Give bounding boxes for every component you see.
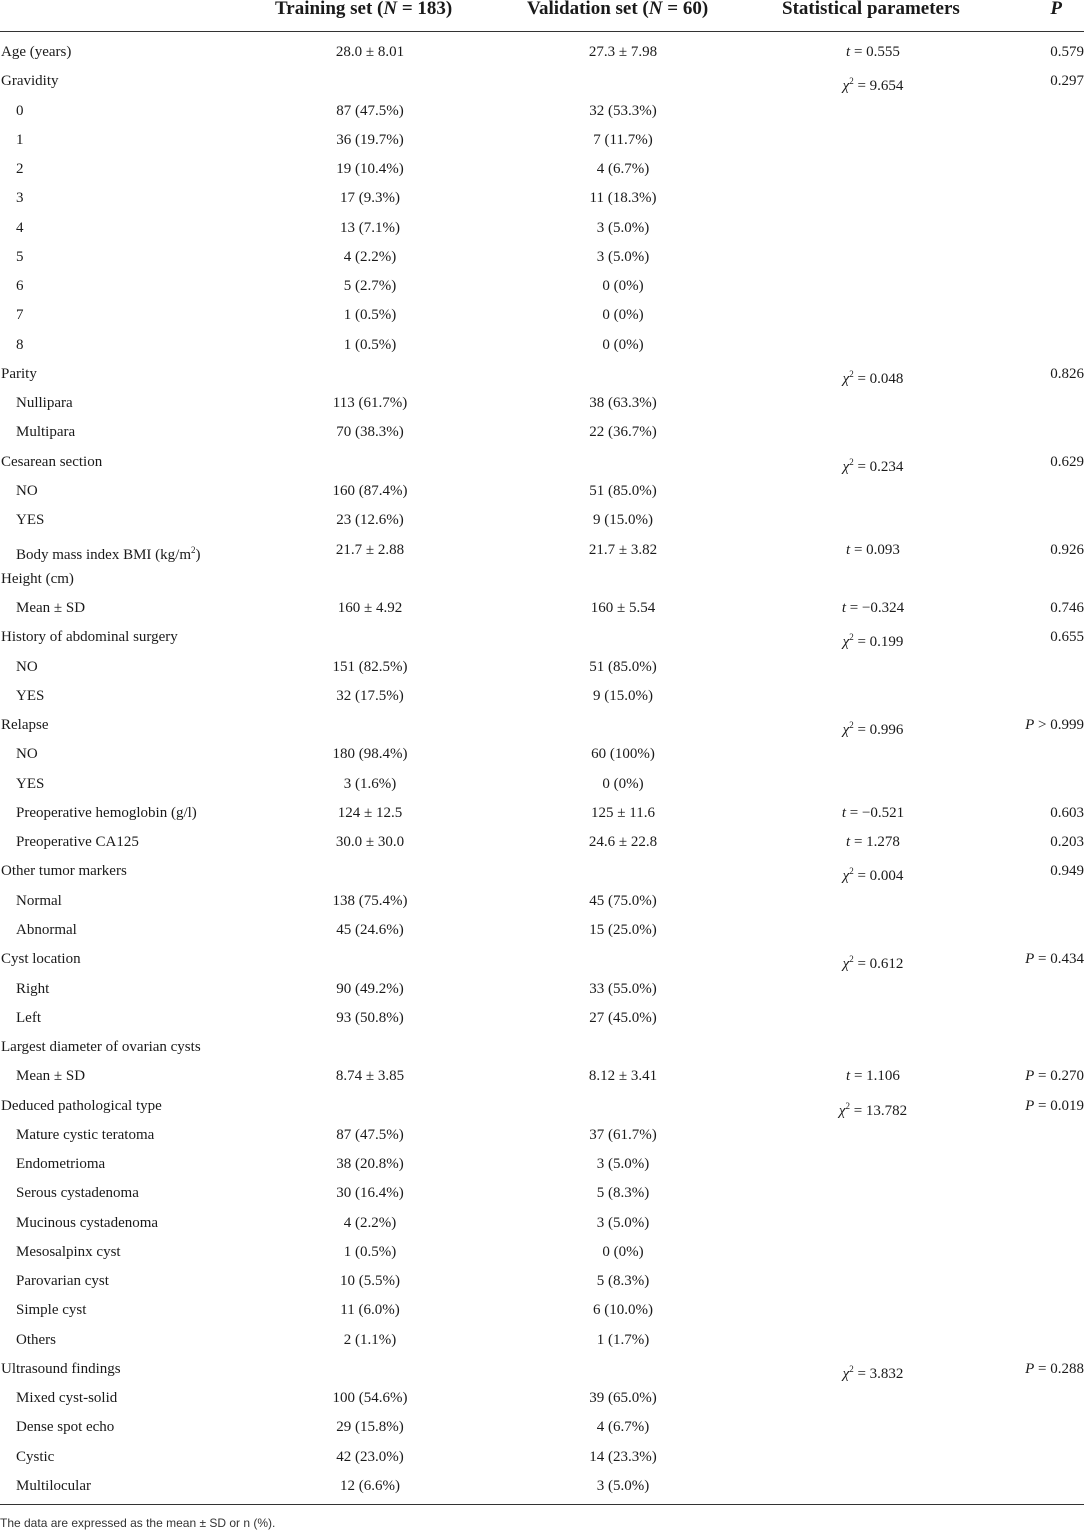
table-row (0, 477, 1084, 506)
table-row (0, 536, 1084, 565)
cell-validation: 27.3 ± 7.98 (588, 44, 658, 60)
cell-p-value: 0.203 (1050, 834, 1084, 851)
cell-validation: 0 (0%) (602, 1243, 644, 1260)
cell-training: 93 (50.8%) (336, 1009, 404, 1026)
cell-statistic: t = 0.555 (846, 44, 900, 60)
row-label: Deduced pathological type (1, 1097, 162, 1114)
cell-training: 19 (10.4%) (336, 161, 404, 178)
row-label: Right (16, 980, 50, 997)
table-row (0, 360, 1084, 389)
table-row (0, 1296, 1084, 1325)
cell-training: 160 (87.4%) (332, 482, 408, 499)
row-label: Endometrioma (16, 1156, 106, 1173)
cell-training: 113 (61.7%) (332, 395, 408, 412)
row-label: Left (16, 1009, 41, 1026)
cell-training: 151 (82.5%) (332, 658, 408, 675)
cell-statistic: $\chi^2 = 0.996$ (842, 720, 904, 739)
table-row (0, 1033, 1084, 1062)
cell-training: 29 (15.8%) (336, 1419, 404, 1436)
table-row (0, 1384, 1084, 1413)
cell-validation: 33 (55.0%) (589, 980, 657, 997)
cell-statistic: t = −0.324 (841, 600, 905, 617)
cell-training: 100 (54.6%) (332, 1390, 408, 1407)
row-label: Mean ± SD (16, 600, 86, 617)
cell-training: 138 (75.4%) (332, 892, 408, 909)
row-label: Simple cyst (16, 1302, 87, 1319)
cell-validation: 51 (85.0%) (589, 482, 657, 499)
row-label: Cystic (16, 1448, 55, 1465)
cell-validation: 14 (23.3%) (589, 1448, 657, 1465)
cell-statistic: $\chi^2 = 0.234$ (842, 456, 904, 475)
row-label: Cyst location (1, 951, 81, 968)
table-row (0, 97, 1084, 126)
cell-training: 87 (47.5%) (336, 102, 404, 119)
table-row (0, 565, 1084, 594)
cell-training: 11 (6.0%) (340, 1302, 400, 1319)
cell-training: 21.7 ± 2.88 (335, 541, 405, 558)
row-label: Normal (16, 892, 62, 909)
cell-validation: 0 (0%) (602, 307, 644, 324)
row-label: NO (16, 746, 38, 763)
cell-p-value: P = 0.288 (1025, 1360, 1084, 1377)
row-label: Largest diameter of ovarian cysts (1, 1039, 201, 1056)
cell-validation: 32 (53.3%) (589, 102, 657, 119)
table-row (0, 1209, 1084, 1238)
cell-p-value: 0.655 (1050, 629, 1084, 646)
row-label: Gravidity (1, 73, 59, 90)
top-rule (0, 31, 1084, 32)
cell-validation: 0 (0%) (602, 278, 644, 295)
cell-p-value: 0.297 (1050, 73, 1084, 90)
cell-p-value: 0.579 (1050, 44, 1084, 60)
table-row (0, 1062, 1084, 1091)
table-row (0, 1004, 1084, 1033)
table-row (0, 975, 1084, 1004)
cell-validation: 15 (25.0%) (589, 921, 657, 938)
row-label: 0 (16, 102, 24, 119)
cell-training: 8.74 ± 3.85 (335, 1068, 405, 1085)
table-row (0, 711, 1084, 740)
cell-training: 17 (9.3%) (340, 190, 400, 207)
table-row (0, 1413, 1084, 1442)
cell-p-value: 0.603 (1050, 804, 1084, 821)
cell-validation: 3 (5.0%) (596, 248, 650, 265)
table-row (0, 623, 1084, 652)
table-row (0, 1267, 1084, 1296)
table-row (0, 916, 1084, 945)
cell-training: 90 (49.2%) (336, 980, 404, 997)
table-row (0, 67, 1084, 96)
cell-training: 10 (5.5%) (340, 1273, 400, 1290)
table-row (0, 1472, 1084, 1501)
row-label: 1 (16, 131, 24, 148)
row-label: Mature cystic teratoma (16, 1126, 155, 1143)
header-validation: Validation set (N = 60) (527, 0, 709, 19)
row-label: Mean ± SD (16, 1068, 86, 1085)
cell-training: 180 (98.4%) (332, 746, 408, 763)
cell-validation: 5 (8.3%) (596, 1273, 650, 1290)
cell-training: 23 (12.6%) (336, 512, 404, 529)
table-row (0, 682, 1084, 711)
table-row (0, 740, 1084, 769)
cell-training: 70 (38.3%) (336, 424, 404, 441)
cell-statistic: $\chi^2 = 13.782$ (838, 1100, 908, 1119)
cell-training: 124 ± 12.5 (337, 804, 403, 821)
row-label: Serous cystadenoma (16, 1185, 139, 1202)
cell-training: 36 (19.7%) (336, 131, 404, 148)
cell-statistic: t = 1.106 (846, 1068, 900, 1085)
cell-statistic: $\chi^2 = 0.612$ (842, 954, 904, 973)
cell-validation: 125 ± 11.6 (591, 804, 655, 821)
header-p: P (1050, 0, 1062, 19)
row-label: Other tumor markers (1, 863, 127, 880)
cell-p-value: 0.746 (1050, 600, 1084, 617)
row-label: Mucinous cystadenoma (16, 1214, 159, 1231)
table-row (0, 1092, 1084, 1121)
cell-training: 45 (24.6%) (336, 921, 404, 938)
cell-validation: 22 (36.7%) (589, 424, 657, 441)
cell-validation: 38 (63.3%) (589, 395, 657, 412)
row-label: Dense spot echo (16, 1419, 115, 1436)
cell-training: 4 (2.2%) (343, 248, 397, 265)
table-row (0, 155, 1084, 184)
cell-validation: 39 (65.0%) (589, 1390, 657, 1407)
cell-training: 13 (7.1%) (340, 219, 400, 236)
row-label: Others (16, 1331, 56, 1348)
bottom-rule (0, 1504, 1084, 1505)
table-row (0, 857, 1084, 886)
row-label: Multilocular (16, 1478, 91, 1495)
cell-validation: 37 (61.7%) (589, 1126, 657, 1143)
cell-statistic: $\chi^2 = 3.832$ (842, 1363, 904, 1382)
table-row (0, 653, 1084, 682)
cell-validation: 9 (15.0%) (593, 687, 653, 704)
row-label: Nullipara (16, 395, 73, 412)
row-label: Mixed cyst-solid (16, 1390, 118, 1407)
table-row (0, 1355, 1084, 1384)
cell-training: 1 (0.5%) (343, 307, 397, 324)
row-label: Relapse (1, 717, 49, 734)
table-row (0, 1179, 1084, 1208)
cell-statistic: $\chi^2 = 9.654$ (842, 76, 904, 95)
row-label: YES (16, 687, 45, 704)
cell-validation: 24.6 ± 22.8 (588, 834, 658, 851)
cell-training: 2 (1.1%) (343, 1331, 397, 1348)
cell-p-value: 0.629 (1050, 453, 1084, 470)
cell-training: 42 (23.0%) (336, 1448, 404, 1465)
cell-validation: 27 (45.0%) (589, 1009, 657, 1026)
header-training: Training set (N = 183) (275, 0, 453, 19)
table-row (0, 1121, 1084, 1150)
cell-p-value: 0.926 (1050, 541, 1084, 558)
cell-validation: 4 (6.7%) (596, 1419, 650, 1436)
cell-training: 160 ± 4.92 (337, 600, 403, 617)
row-label: Preoperative CA125 (16, 834, 139, 851)
row-label: Cesarean section (1, 453, 103, 470)
cell-validation: 3 (5.0%) (596, 1478, 650, 1495)
row-label: YES (16, 512, 45, 529)
cell-validation: 0 (0%) (602, 336, 644, 353)
cell-training: 38 (20.8%) (336, 1156, 404, 1173)
cell-validation: 8.12 ± 3.41 (588, 1068, 658, 1085)
cell-p-value: P = 0.434 (1025, 951, 1084, 968)
table-row (0, 214, 1084, 243)
cell-training: 87 (47.5%) (336, 1126, 404, 1143)
row-label: Body mass index BMI $(kg/m^2)$ (16, 544, 201, 563)
table-row (0, 448, 1084, 477)
cell-validation: 45 (75.0%) (589, 892, 657, 909)
cell-validation: 1 (1.7%) (596, 1331, 650, 1348)
cell-training: 5 (2.7%) (343, 278, 397, 295)
cell-training: 3 (1.6%) (343, 775, 397, 792)
table-row (0, 887, 1084, 916)
cell-p-value: P > 0.999 (1025, 717, 1084, 734)
row-label: Preoperative hemoglobin (g/l) (16, 804, 197, 821)
cell-training: 1 (0.5%) (343, 1243, 397, 1260)
table-row (0, 1150, 1084, 1179)
cell-p-value: 0.826 (1050, 365, 1084, 382)
cell-statistic: t = 1.278 (846, 834, 900, 851)
table-row (0, 389, 1084, 418)
cell-training: 12 (6.6%) (340, 1478, 400, 1495)
cell-validation: 6 (10.0%) (593, 1302, 653, 1319)
cell-validation: 7 (11.7%) (593, 131, 653, 148)
cell-statistic: $\chi^2 = 0.048$ (842, 368, 904, 387)
cell-validation: 160 ± 5.54 (590, 600, 656, 617)
cell-statistic: t = −0.521 (841, 804, 905, 821)
row-label: 5 (16, 248, 24, 265)
table-row (0, 418, 1084, 447)
row-label: 6 (16, 278, 24, 295)
row-label: NO (16, 482, 38, 499)
row-label: Parity (1, 365, 37, 382)
row-label: 8 (16, 336, 24, 353)
cell-statistic: $\chi^2 = 0.199$ (842, 632, 904, 651)
row-label: 3 (16, 190, 24, 207)
row-label: Multipara (16, 424, 76, 441)
table-row (0, 126, 1084, 155)
cell-validation: 51 (85.0%) (589, 658, 657, 675)
cell-validation: 60 (100%) (591, 746, 655, 763)
row-label: Age (years) (1, 44, 72, 60)
cell-training: 32 (17.5%) (336, 687, 404, 704)
row-label: Ultrasound findings (1, 1360, 121, 1377)
cell-validation: 3 (5.0%) (596, 1214, 650, 1231)
table-header (0, 0, 1084, 30)
table-row (0, 770, 1084, 799)
cell-p-value: P = 0.270 (1025, 1068, 1084, 1085)
footnote: The data are expressed as the mean ± SD or n (%). (0, 1516, 276, 1530)
cell-p-value: 0.949 (1050, 863, 1084, 880)
cell-validation: 5 (8.3%) (596, 1185, 650, 1202)
table-row (0, 1443, 1084, 1472)
table-row (0, 243, 1084, 272)
row-label: Parovarian cyst (16, 1273, 109, 1290)
table-row (0, 1238, 1084, 1267)
table-row (0, 506, 1084, 535)
table-row (0, 799, 1084, 828)
cell-training: 1 (0.5%) (343, 336, 397, 353)
row-label: 2 (16, 161, 24, 178)
row-label: Mesosalpinx cyst (16, 1243, 121, 1260)
cell-statistic: $\chi^2 = 0.004$ (842, 866, 904, 885)
row-label: NO (16, 658, 38, 675)
row-label: 7 (16, 307, 24, 324)
cell-training: 30.0 ± 30.0 (335, 834, 405, 851)
row-label: History of abdominal surgery (1, 629, 178, 646)
table-row (0, 184, 1084, 213)
cell-validation: 0 (0%) (602, 775, 644, 792)
table-row (0, 301, 1084, 330)
table-row (0, 1326, 1084, 1355)
cell-training: 4 (2.2%) (343, 1214, 397, 1231)
cell-p-value: P = 0.019 (1025, 1097, 1084, 1114)
cell-validation: 9 (15.0%) (593, 512, 653, 529)
cell-validation: 4 (6.7%) (596, 161, 650, 178)
table-row (0, 828, 1084, 857)
table-row (0, 945, 1084, 974)
row-label: YES (16, 775, 45, 792)
cell-validation: 3 (5.0%) (596, 1156, 650, 1173)
cell-training: 28.0 ± 8.01 (335, 44, 405, 60)
header-statistical: Statistical parameters (782, 0, 960, 19)
table-body (0, 38, 1084, 1501)
row-label: 4 (16, 219, 24, 236)
cell-statistic: t = 0.093 (846, 541, 900, 558)
row-label: Abnormal (16, 921, 77, 938)
table-row (0, 594, 1084, 623)
table-row (0, 272, 1084, 301)
cell-validation: 11 (18.3%) (589, 190, 657, 207)
table-row (0, 331, 1084, 360)
row-label: Height (cm) (1, 570, 74, 587)
cell-training: 30 (16.4%) (336, 1185, 404, 1202)
cell-validation: 3 (5.0%) (596, 219, 650, 236)
table-row (0, 38, 1084, 67)
cell-validation: 21.7 ± 3.82 (588, 541, 658, 558)
